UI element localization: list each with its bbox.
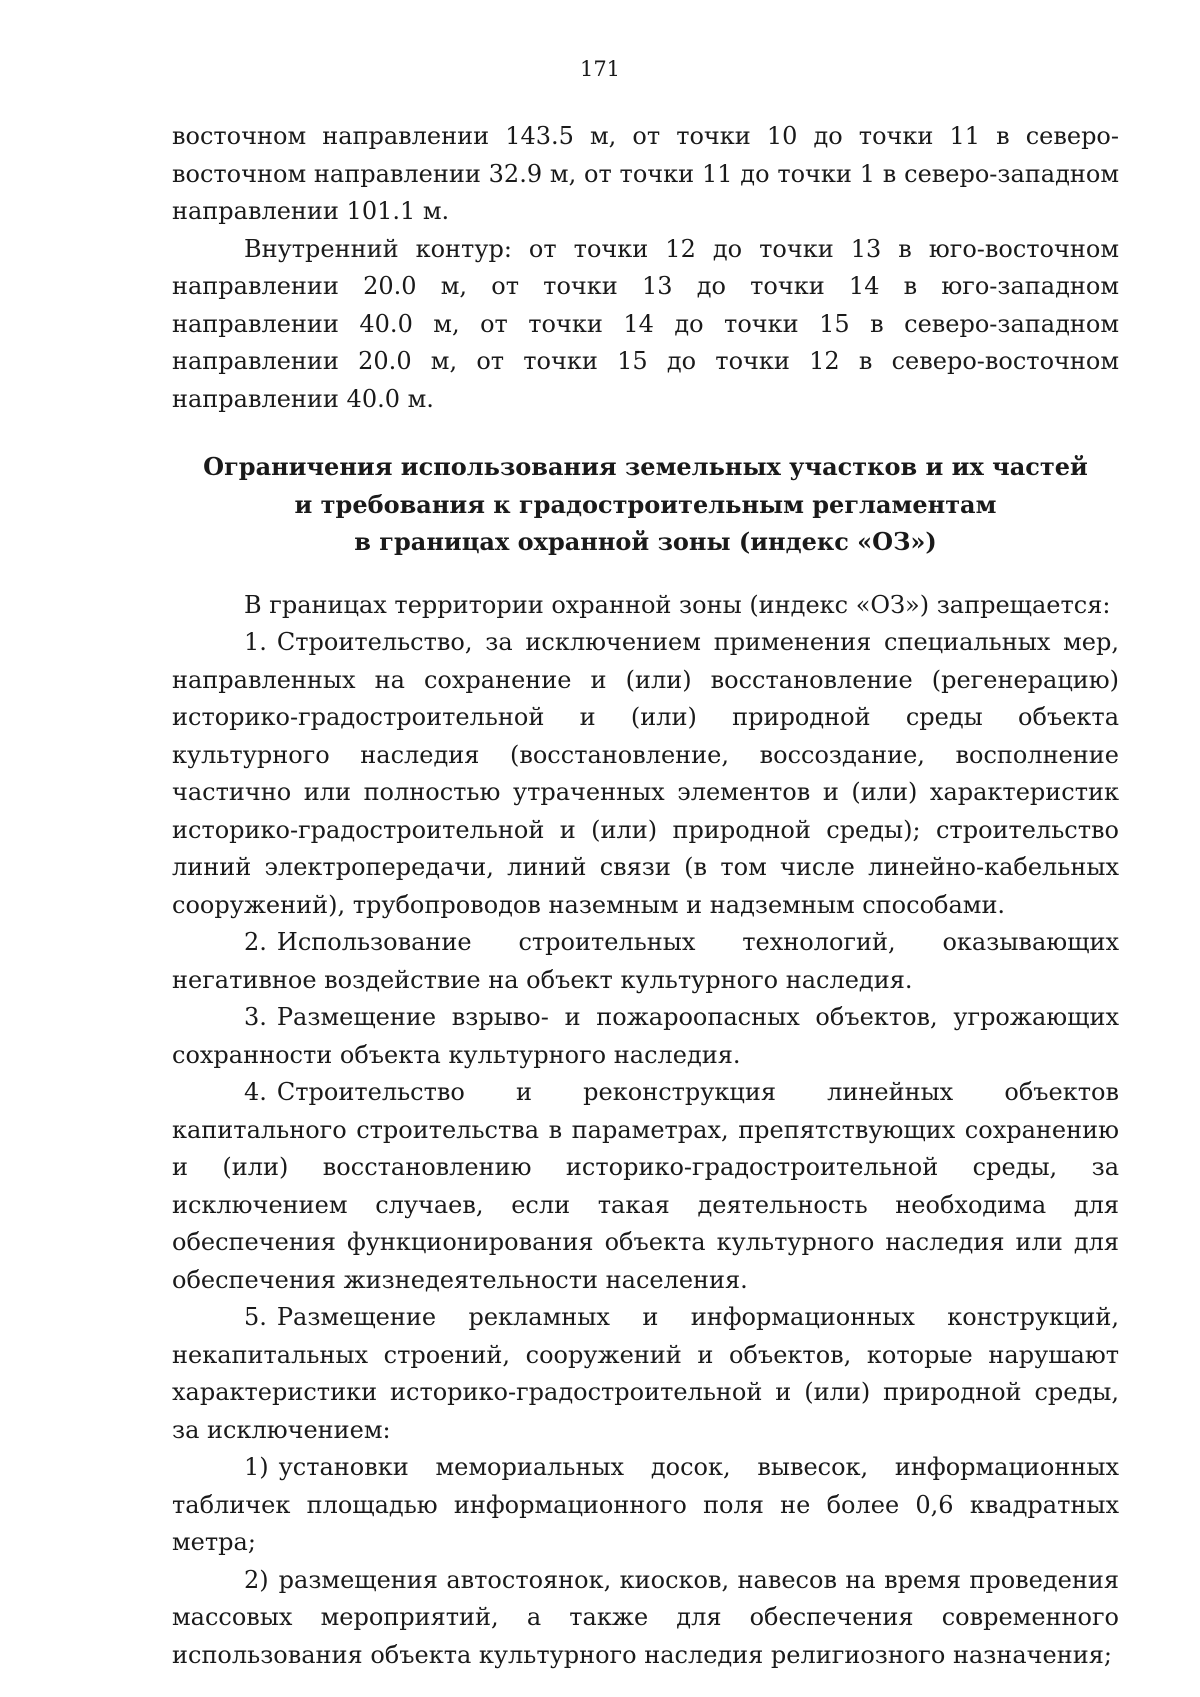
page-content	[172, 118, 1119, 1674]
item-text: Использование строительных технологий, оказывающих негативное воздействие на объект культурного наследия.	[172, 928, 1119, 994]
item-number: 4.	[244, 1078, 267, 1106]
subitem	[172, 1562, 1119, 1675]
exceptions-list	[172, 1449, 1119, 1674]
list-item	[172, 1074, 1119, 1299]
continuation-paragraph: восточном направлении 143.5 м, от точки 10 до точки 11 в северо-восточном направлении 32.9 м, от точки 11 до точки 1 в северо-западном направлении 101.1 м.	[172, 122, 1119, 225]
subitem-number: 1)	[244, 1453, 269, 1481]
subitem-text: размещения автостоянок, киосков, навесов на время проведения массовых мероприятий, а также для обеспечения современного использования объекта культурного наследия религиозного назначения;	[172, 1565, 1119, 1669]
item-text: Размещение взрыво- и пожароопасных объектов, угрожающих сохранности объекта культурного наследия.	[172, 1003, 1119, 1069]
heading-line-2: и требования к градостроительным регламентам	[294, 489, 997, 519]
item-text: Строительство, за исключением применения специальных мер, направленных на сохранение и (или) восстановление (регенерацию) историко-градостроительной и (или) природной среды объекта культурного наследия (восстановление, воссоздание, восполнение частично или полностью утраченных элементов и (или) характеристик историко-градостроительной и (или) природной среды); строительство линий электропередачи, линий связи (в том числе линейно-кабельных сооружений), трубопроводов наземным и надземным способами.	[172, 628, 1119, 919]
list-item	[172, 999, 1119, 1074]
subitem-text: установки мемориальных досок, вывесок, информационных табличек площадью информационного поля не более 0,6 квадратных метра;	[172, 1453, 1119, 1556]
list-item	[172, 924, 1119, 999]
inner-contour-paragraph: Внутренний контур: от точки 12 до точки 13 в юго-восточном направлении 20.0 м, от точки 13 до точки 14 в юго-западном направлении 40.0 м, от точки 14 до точки 15 в северо-западном направлении 20.0 м, от точки 15 до точки 12 в северо-восточном направлении 40.0 м.	[172, 234, 1119, 413]
item-number: 5.	[244, 1303, 267, 1331]
list-item	[172, 1299, 1119, 1449]
lead-paragraph: В границах территории охранной зоны (индекс «ОЗ») запрещается:	[244, 590, 1111, 619]
list-item	[172, 624, 1119, 924]
prohibitions-list	[172, 624, 1119, 1449]
heading-line-1: Ограничения использования земельных участков и их частей	[203, 452, 1088, 481]
heading-line-3: в границах охранной зоны (индекс «ОЗ»)	[354, 527, 937, 556]
item-number: 3.	[244, 1003, 267, 1031]
item-text: Строительство и реконструкция линейных объектов капитального строительства в параметрах, препятствующих сохранению и (или) восстановлению историко-градостроительной среды, за исключением случаев, если такая деятельность необходима для обеспечения функционирования объекта культурного наследия или для обеспечения жизнедеятельности населения.	[172, 1078, 1119, 1294]
item-text: Размещение рекламных и информационных конструкций, некапитальных строений, сооружений и объектов, которые нарушают характеристики историко-градостроительной и (или) природной среды, за исключением:	[172, 1303, 1119, 1444]
subitem-number: 2)	[244, 1565, 269, 1594]
page-number: 171	[579, 57, 621, 81]
item-number: 1.	[244, 628, 267, 656]
subitem	[172, 1449, 1119, 1562]
section-heading	[172, 448, 1119, 561]
item-number: 2.	[244, 928, 267, 956]
